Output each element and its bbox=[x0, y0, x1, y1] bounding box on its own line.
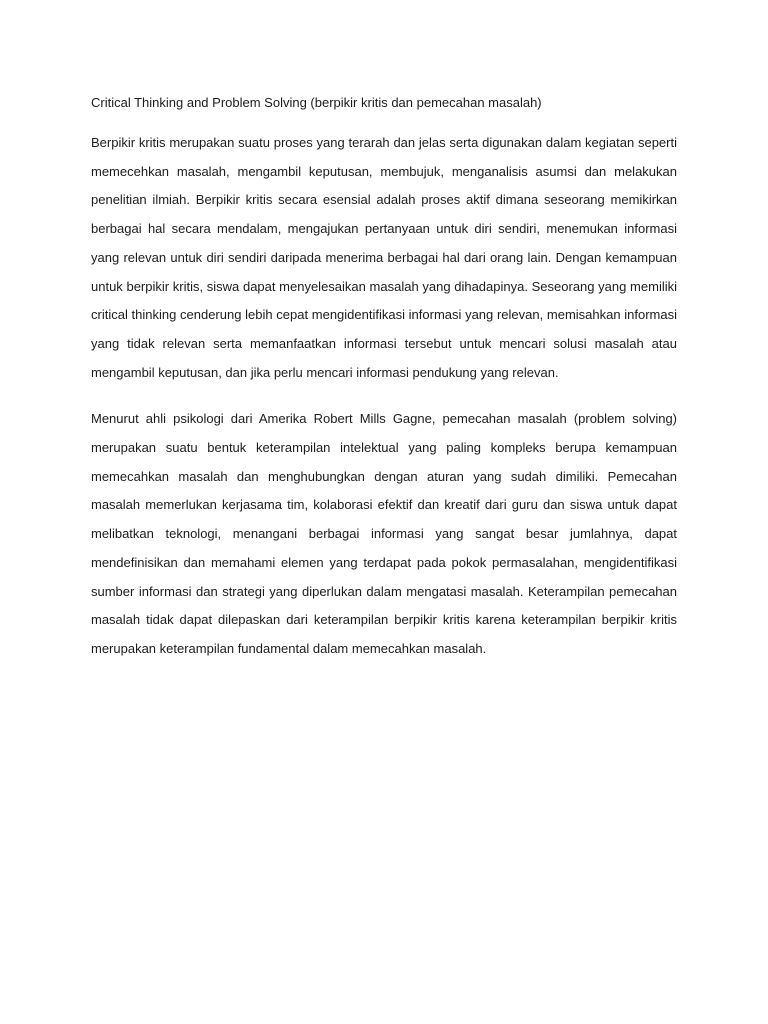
paragraph-critical-thinking: Berpikir kritis merupakan suatu proses yang terarah dan jelas serta digunakan dalam kegiatan seperti memecehkan masalah, mengambil keputusan, membujuk, menganalisis asumsi dan melakukan penelitian ilmiah. Berpikir kritis secara esensial adalah proses aktif dimana seseorang memikirkan berbagai hal secara mendalam, mengajukan pertanyaan untuk diri sendiri, menemukan informasi yang relevan untuk diri sendiri daripada menerima berbagai hal dari orang lain. Dengan kemampuan untuk berpikir kritis, siswa dapat menyelesaikan masalah yang dihadapinya. Seseorang yang memiliki critical thinking cenderung lebih cepat mengidentifikasi informasi yang relevan, memisahkan informasi yang tidak relevan serta memanfaatkan informasi tersebut untuk mencari solusi masalah atau mengambil keputusan, dan jika perlu mencari informasi pendukung yang relevan. bbox=[91, 135, 677, 380]
paragraph-problem-solving: Menurut ahli psikologi dari Amerika Robert Mills Gagne, pemecahan masalah (problem solving) merupakan suatu bentuk keterampilan intelektual yang paling kompleks berupa kemampuan memecahkan masalah dan menghubungkan dengan aturan yang sudah dimiliki. Pemecahan masalah memerlukan kerjasama tim, kolaborasi efektif dan kreatif dari guru dan siswa untuk dapat melibatkan teknologi, menangani berbagai informasi yang sangat besar jumlahnya, dapat mendefinisikan dan memahami elemen yang terdapat pada pokok permasalahan, mengidentifikasi sumber informasi dan strategi yang diperlukan dalam mengatasi masalah. Keterampilan pemecahan masalah tidak dapat dilepaskan dari keterampilan berpikir kritis karena keterampilan berpikir kritis merupakan keterampilan fundamental dalam memecahkan masalah. bbox=[91, 411, 677, 656]
document-title: Critical Thinking and Problem Solving (berpikir kritis dan pemecahan masalah) bbox=[91, 95, 542, 110]
